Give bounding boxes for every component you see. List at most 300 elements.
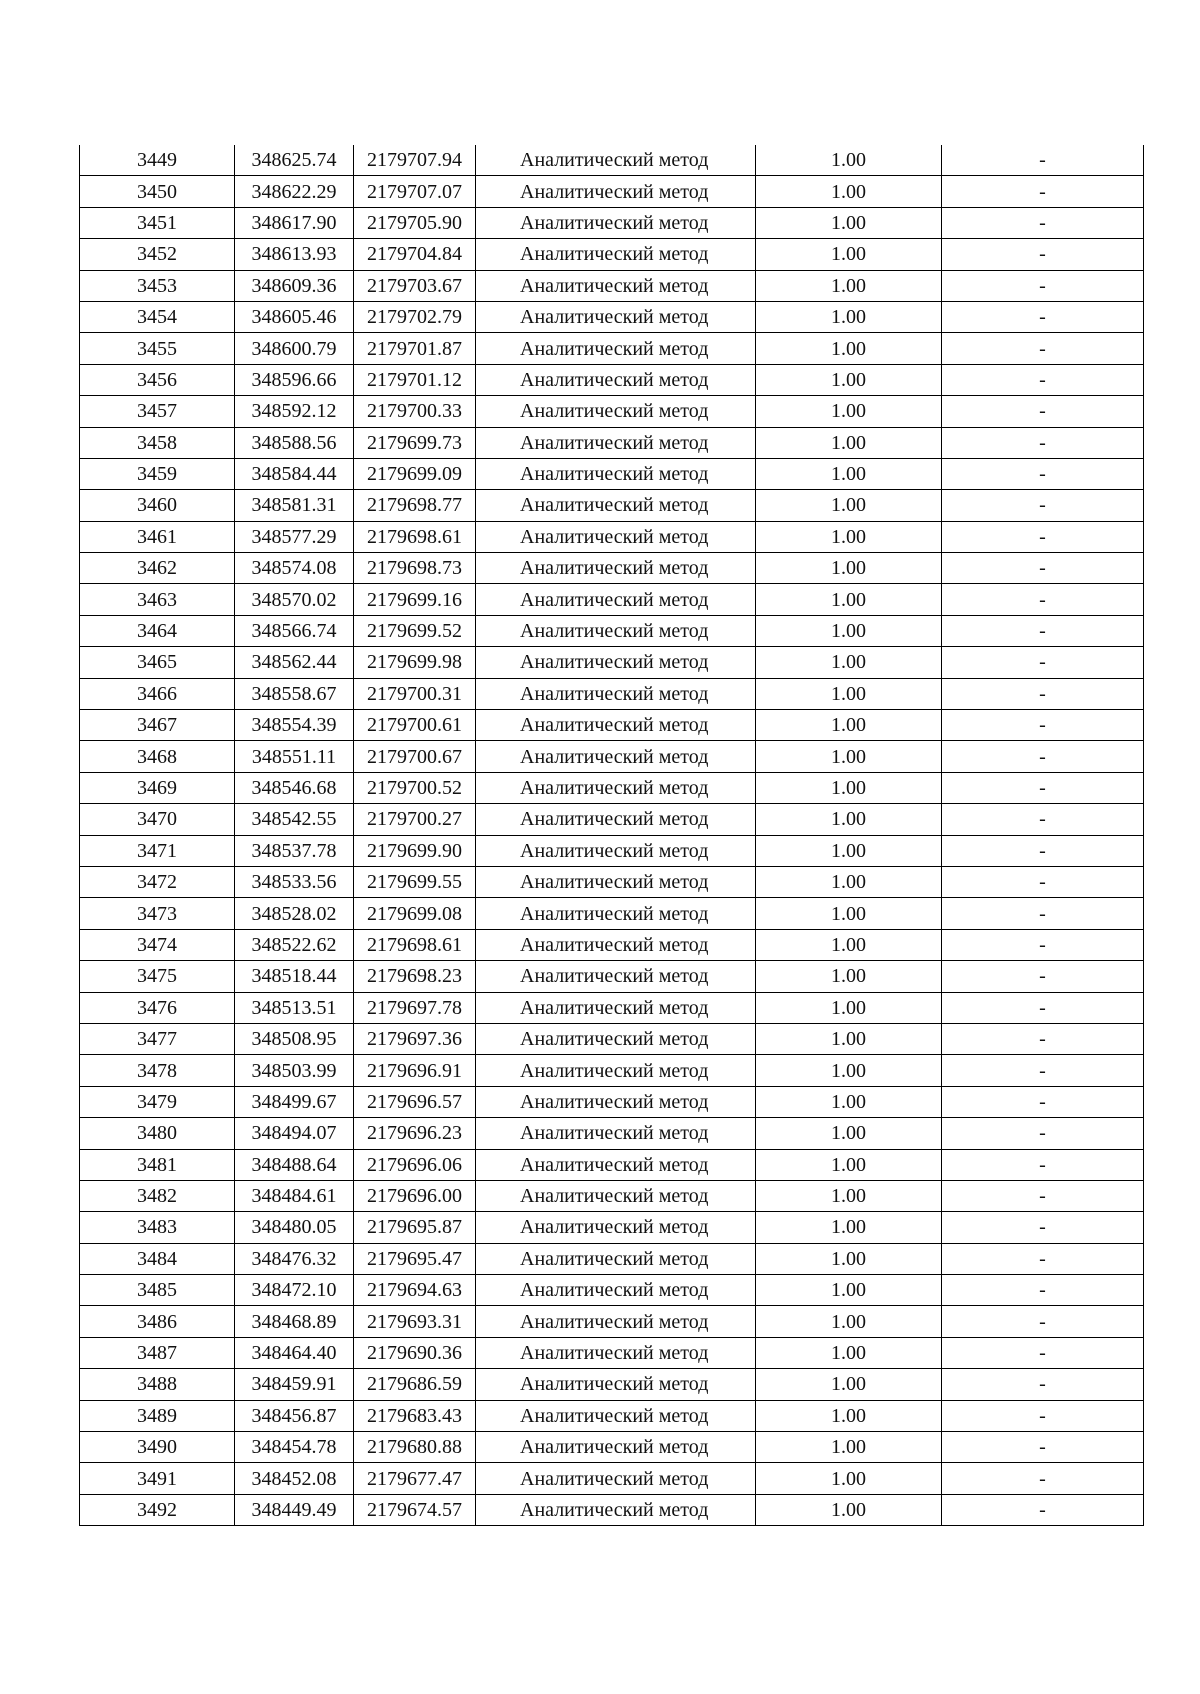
point-number-cell: 3482 [80,1180,235,1211]
y-coordinate-cell: 2179698.61 [354,929,476,960]
description-cell: - [942,1400,1144,1431]
y-coordinate-cell: 2179699.09 [354,458,476,489]
description-cell: - [942,176,1144,207]
method-cell: Аналитический метод [476,1337,756,1368]
table-row [80,553,1144,584]
table-row [80,1023,1144,1054]
method-cell: Аналитический метод [476,804,756,835]
point-number-cell: 3451 [80,207,235,238]
method-cell: Аналитический метод [476,1055,756,1086]
precision-cell: 1.00 [756,553,942,584]
x-coordinate-cell: 348613.93 [235,239,354,270]
x-coordinate-cell: 348551.11 [235,741,354,772]
table-row [80,898,1144,929]
y-coordinate-cell: 2179707.94 [354,145,476,176]
precision-cell: 1.00 [756,490,942,521]
method-cell: Аналитический метод [476,1369,756,1400]
precision-cell: 1.00 [756,427,942,458]
x-coordinate-cell: 348584.44 [235,458,354,489]
table-row [80,804,1144,835]
x-coordinate-cell: 348570.02 [235,584,354,615]
y-coordinate-cell: 2179700.31 [354,678,476,709]
x-coordinate-cell: 348472.10 [235,1275,354,1306]
table-row [80,145,1144,176]
table-row [80,1463,1144,1494]
precision-cell: 1.00 [756,898,942,929]
precision-cell: 1.00 [756,270,942,301]
y-coordinate-cell: 2179700.61 [354,710,476,741]
y-coordinate-cell: 2179701.87 [354,333,476,364]
method-cell: Аналитический метод [476,710,756,741]
description-cell: - [942,458,1144,489]
method-cell: Аналитический метод [476,584,756,615]
y-coordinate-cell: 2179698.77 [354,490,476,521]
description-cell: - [942,741,1144,772]
point-number-cell: 3474 [80,929,235,960]
method-cell: Аналитический метод [476,458,756,489]
table-row [80,1149,1144,1180]
y-coordinate-cell: 2179699.52 [354,615,476,646]
precision-cell: 1.00 [756,929,942,960]
description-cell: - [942,333,1144,364]
x-coordinate-cell: 348454.78 [235,1432,354,1463]
point-number-cell: 3483 [80,1212,235,1243]
precision-cell: 1.00 [756,1275,942,1306]
table-row [80,1400,1144,1431]
table-row [80,584,1144,615]
point-number-cell: 3456 [80,364,235,395]
table-row [80,1212,1144,1243]
table-row [80,333,1144,364]
y-coordinate-cell: 2179699.73 [354,427,476,458]
precision-cell: 1.00 [756,1118,942,1149]
x-coordinate-cell: 348503.99 [235,1055,354,1086]
point-number-cell: 3463 [80,584,235,615]
x-coordinate-cell: 348499.67 [235,1086,354,1117]
table-row [80,239,1144,270]
description-cell: - [942,1432,1144,1463]
precision-cell: 1.00 [756,176,942,207]
description-cell: - [942,396,1144,427]
method-cell: Аналитический метод [476,176,756,207]
method-cell: Аналитический метод [476,835,756,866]
method-cell: Аналитический метод [476,239,756,270]
method-cell: Аналитический метод [476,396,756,427]
y-coordinate-cell: 2179700.52 [354,772,476,803]
precision-cell: 1.00 [756,710,942,741]
description-cell: - [942,992,1144,1023]
method-cell: Аналитический метод [476,490,756,521]
description-cell: - [942,1369,1144,1400]
x-coordinate-cell: 348609.36 [235,270,354,301]
method-cell: Аналитический метод [476,207,756,238]
precision-cell: 1.00 [756,615,942,646]
x-coordinate-cell: 348546.68 [235,772,354,803]
precision-cell: 1.00 [756,333,942,364]
table-row [80,741,1144,772]
table-row [80,1369,1144,1400]
method-cell: Аналитический метод [476,647,756,678]
y-coordinate-cell: 2179697.36 [354,1023,476,1054]
point-number-cell: 3454 [80,301,235,332]
table-row [80,992,1144,1023]
x-coordinate-cell: 348528.02 [235,898,354,929]
table-row [80,866,1144,897]
table-row [80,835,1144,866]
x-coordinate-cell: 348480.05 [235,1212,354,1243]
table-row [80,1275,1144,1306]
method-cell: Аналитический метод [476,1149,756,1180]
description-cell: - [942,553,1144,584]
method-cell: Аналитический метод [476,521,756,552]
x-coordinate-cell: 348581.31 [235,490,354,521]
precision-cell: 1.00 [756,1180,942,1211]
description-cell: - [942,678,1144,709]
point-number-cell: 3477 [80,1023,235,1054]
description-cell: - [942,207,1144,238]
point-number-cell: 3458 [80,427,235,458]
method-cell: Аналитический метод [476,929,756,960]
table-row [80,427,1144,458]
point-number-cell: 3472 [80,866,235,897]
y-coordinate-cell: 2179683.43 [354,1400,476,1431]
table-row [80,1306,1144,1337]
x-coordinate-cell: 348522.62 [235,929,354,960]
description-cell: - [942,1243,1144,1274]
point-number-cell: 3480 [80,1118,235,1149]
precision-cell: 1.00 [756,1212,942,1243]
y-coordinate-cell: 2179674.57 [354,1494,476,1525]
x-coordinate-cell: 348617.90 [235,207,354,238]
y-coordinate-cell: 2179695.87 [354,1212,476,1243]
point-number-cell: 3475 [80,961,235,992]
description-cell: - [942,521,1144,552]
point-number-cell: 3473 [80,898,235,929]
method-cell: Аналитический метод [476,898,756,929]
x-coordinate-cell: 348554.39 [235,710,354,741]
point-number-cell: 3469 [80,772,235,803]
table-row [80,364,1144,395]
description-cell: - [942,835,1144,866]
description-cell: - [942,584,1144,615]
table-row [80,1180,1144,1211]
table-row [80,1337,1144,1368]
x-coordinate-cell: 348494.07 [235,1118,354,1149]
point-number-cell: 3466 [80,678,235,709]
y-coordinate-cell: 2179677.47 [354,1463,476,1494]
y-coordinate-cell: 2179696.57 [354,1086,476,1117]
table-row [80,1055,1144,1086]
method-cell: Аналитический метод [476,1275,756,1306]
precision-cell: 1.00 [756,961,942,992]
table-row [80,710,1144,741]
method-cell: Аналитический метод [476,1243,756,1274]
method-cell: Аналитический метод [476,1118,756,1149]
x-coordinate-cell: 348605.46 [235,301,354,332]
method-cell: Аналитический метод [476,1400,756,1431]
method-cell: Аналитический метод [476,772,756,803]
y-coordinate-cell: 2179704.84 [354,239,476,270]
description-cell: - [942,1180,1144,1211]
y-coordinate-cell: 2179696.91 [354,1055,476,1086]
precision-cell: 1.00 [756,1494,942,1525]
x-coordinate-cell: 348577.29 [235,521,354,552]
precision-cell: 1.00 [756,992,942,1023]
x-coordinate-cell: 348625.74 [235,145,354,176]
y-coordinate-cell: 2179699.55 [354,866,476,897]
method-cell: Аналитический метод [476,301,756,332]
table-row [80,521,1144,552]
method-cell: Аналитический метод [476,1086,756,1117]
description-cell: - [942,1306,1144,1337]
description-cell: - [942,270,1144,301]
table-row [80,1243,1144,1274]
description-cell: - [942,1055,1144,1086]
description-cell: - [942,145,1144,176]
point-number-cell: 3455 [80,333,235,364]
description-cell: - [942,1149,1144,1180]
coordinates-table [79,145,1144,1526]
point-number-cell: 3450 [80,176,235,207]
point-number-cell: 3459 [80,458,235,489]
point-number-cell: 3465 [80,647,235,678]
method-cell: Аналитический метод [476,992,756,1023]
point-number-cell: 3470 [80,804,235,835]
y-coordinate-cell: 2179701.12 [354,364,476,395]
table-row [80,490,1144,521]
description-cell: - [942,301,1144,332]
precision-cell: 1.00 [756,866,942,897]
precision-cell: 1.00 [756,458,942,489]
y-coordinate-cell: 2179700.27 [354,804,476,835]
x-coordinate-cell: 348468.89 [235,1306,354,1337]
point-number-cell: 3449 [80,145,235,176]
point-number-cell: 3481 [80,1149,235,1180]
x-coordinate-cell: 348600.79 [235,333,354,364]
table-row [80,772,1144,803]
coordinates-table-body [80,145,1144,1526]
y-coordinate-cell: 2179690.36 [354,1337,476,1368]
y-coordinate-cell: 2179698.61 [354,521,476,552]
method-cell: Аналитический метод [476,961,756,992]
method-cell: Аналитический метод [476,333,756,364]
precision-cell: 1.00 [756,772,942,803]
x-coordinate-cell: 348596.66 [235,364,354,395]
method-cell: Аналитический метод [476,1023,756,1054]
description-cell: - [942,1212,1144,1243]
y-coordinate-cell: 2179693.31 [354,1306,476,1337]
x-coordinate-cell: 348449.49 [235,1494,354,1525]
point-number-cell: 3467 [80,710,235,741]
description-cell: - [942,1463,1144,1494]
point-number-cell: 3490 [80,1432,235,1463]
precision-cell: 1.00 [756,1023,942,1054]
point-number-cell: 3488 [80,1369,235,1400]
description-cell: - [942,364,1144,395]
method-cell: Аналитический метод [476,1212,756,1243]
table-row [80,1432,1144,1463]
x-coordinate-cell: 348456.87 [235,1400,354,1431]
table-row [80,615,1144,646]
point-number-cell: 3486 [80,1306,235,1337]
y-coordinate-cell: 2179696.23 [354,1118,476,1149]
point-number-cell: 3487 [80,1337,235,1368]
precision-cell: 1.00 [756,1306,942,1337]
x-coordinate-cell: 348558.67 [235,678,354,709]
precision-cell: 1.00 [756,301,942,332]
point-number-cell: 3479 [80,1086,235,1117]
table-row [80,929,1144,960]
x-coordinate-cell: 348542.55 [235,804,354,835]
description-cell: - [942,490,1144,521]
method-cell: Аналитический метод [476,741,756,772]
precision-cell: 1.00 [756,145,942,176]
point-number-cell: 3461 [80,521,235,552]
y-coordinate-cell: 2179699.08 [354,898,476,929]
x-coordinate-cell: 348484.61 [235,1180,354,1211]
x-coordinate-cell: 348622.29 [235,176,354,207]
method-cell: Аналитический метод [476,270,756,301]
y-coordinate-cell: 2179699.16 [354,584,476,615]
x-coordinate-cell: 348452.08 [235,1463,354,1494]
point-number-cell: 3485 [80,1275,235,1306]
precision-cell: 1.00 [756,239,942,270]
precision-cell: 1.00 [756,741,942,772]
description-cell: - [942,929,1144,960]
table-row [80,396,1144,427]
method-cell: Аналитический метод [476,866,756,897]
method-cell: Аналитический метод [476,427,756,458]
y-coordinate-cell: 2179686.59 [354,1369,476,1400]
point-number-cell: 3484 [80,1243,235,1274]
description-cell: - [942,710,1144,741]
point-number-cell: 3478 [80,1055,235,1086]
table-row [80,1494,1144,1525]
x-coordinate-cell: 348574.08 [235,553,354,584]
method-cell: Аналитический метод [476,1432,756,1463]
x-coordinate-cell: 348488.64 [235,1149,354,1180]
description-cell: - [942,615,1144,646]
x-coordinate-cell: 348537.78 [235,835,354,866]
method-cell: Аналитический метод [476,1306,756,1337]
y-coordinate-cell: 2179705.90 [354,207,476,238]
x-coordinate-cell: 348459.91 [235,1369,354,1400]
method-cell: Аналитический метод [476,1494,756,1525]
point-number-cell: 3453 [80,270,235,301]
y-coordinate-cell: 2179699.90 [354,835,476,866]
description-cell: - [942,866,1144,897]
y-coordinate-cell: 2179696.00 [354,1180,476,1211]
precision-cell: 1.00 [756,1400,942,1431]
method-cell: Аналитический метод [476,364,756,395]
y-coordinate-cell: 2179707.07 [354,176,476,207]
method-cell: Аналитический метод [476,553,756,584]
table-row [80,301,1144,332]
description-cell: - [942,1275,1144,1306]
table-row [80,678,1144,709]
point-number-cell: 3452 [80,239,235,270]
x-coordinate-cell: 348464.40 [235,1337,354,1368]
y-coordinate-cell: 2179698.23 [354,961,476,992]
method-cell: Аналитический метод [476,1180,756,1211]
point-number-cell: 3457 [80,396,235,427]
point-number-cell: 3492 [80,1494,235,1525]
precision-cell: 1.00 [756,584,942,615]
description-cell: - [942,1494,1144,1525]
precision-cell: 1.00 [756,1243,942,1274]
precision-cell: 1.00 [756,678,942,709]
method-cell: Аналитический метод [476,615,756,646]
method-cell: Аналитический метод [476,145,756,176]
y-coordinate-cell: 2179702.79 [354,301,476,332]
y-coordinate-cell: 2179700.67 [354,741,476,772]
point-number-cell: 3476 [80,992,235,1023]
precision-cell: 1.00 [756,364,942,395]
point-number-cell: 3489 [80,1400,235,1431]
table-row [80,176,1144,207]
description-cell: - [942,1023,1144,1054]
y-coordinate-cell: 2179700.33 [354,396,476,427]
y-coordinate-cell: 2179703.67 [354,270,476,301]
y-coordinate-cell: 2179698.73 [354,553,476,584]
x-coordinate-cell: 348533.56 [235,866,354,897]
y-coordinate-cell: 2179694.63 [354,1275,476,1306]
table-row [80,961,1144,992]
table-row [80,1086,1144,1117]
table-row [80,207,1144,238]
precision-cell: 1.00 [756,1369,942,1400]
point-number-cell: 3468 [80,741,235,772]
description-cell: - [942,1086,1144,1117]
precision-cell: 1.00 [756,835,942,866]
y-coordinate-cell: 2179697.78 [354,992,476,1023]
description-cell: - [942,647,1144,678]
table-row [80,270,1144,301]
table-row [80,1118,1144,1149]
description-cell: - [942,1337,1144,1368]
point-number-cell: 3491 [80,1463,235,1494]
description-cell: - [942,239,1144,270]
table-row [80,647,1144,678]
precision-cell: 1.00 [756,1432,942,1463]
x-coordinate-cell: 348592.12 [235,396,354,427]
description-cell: - [942,961,1144,992]
x-coordinate-cell: 348562.44 [235,647,354,678]
x-coordinate-cell: 348476.32 [235,1243,354,1274]
point-number-cell: 3460 [80,490,235,521]
description-cell: - [942,804,1144,835]
precision-cell: 1.00 [756,1055,942,1086]
precision-cell: 1.00 [756,396,942,427]
table-row [80,458,1144,489]
precision-cell: 1.00 [756,207,942,238]
point-number-cell: 3464 [80,615,235,646]
y-coordinate-cell: 2179680.88 [354,1432,476,1463]
precision-cell: 1.00 [756,804,942,835]
x-coordinate-cell: 348566.74 [235,615,354,646]
description-cell: - [942,772,1144,803]
y-coordinate-cell: 2179699.98 [354,647,476,678]
y-coordinate-cell: 2179696.06 [354,1149,476,1180]
precision-cell: 1.00 [756,1463,942,1494]
point-number-cell: 3462 [80,553,235,584]
x-coordinate-cell: 348513.51 [235,992,354,1023]
x-coordinate-cell: 348508.95 [235,1023,354,1054]
description-cell: - [942,427,1144,458]
method-cell: Аналитический метод [476,678,756,709]
precision-cell: 1.00 [756,521,942,552]
x-coordinate-cell: 348588.56 [235,427,354,458]
